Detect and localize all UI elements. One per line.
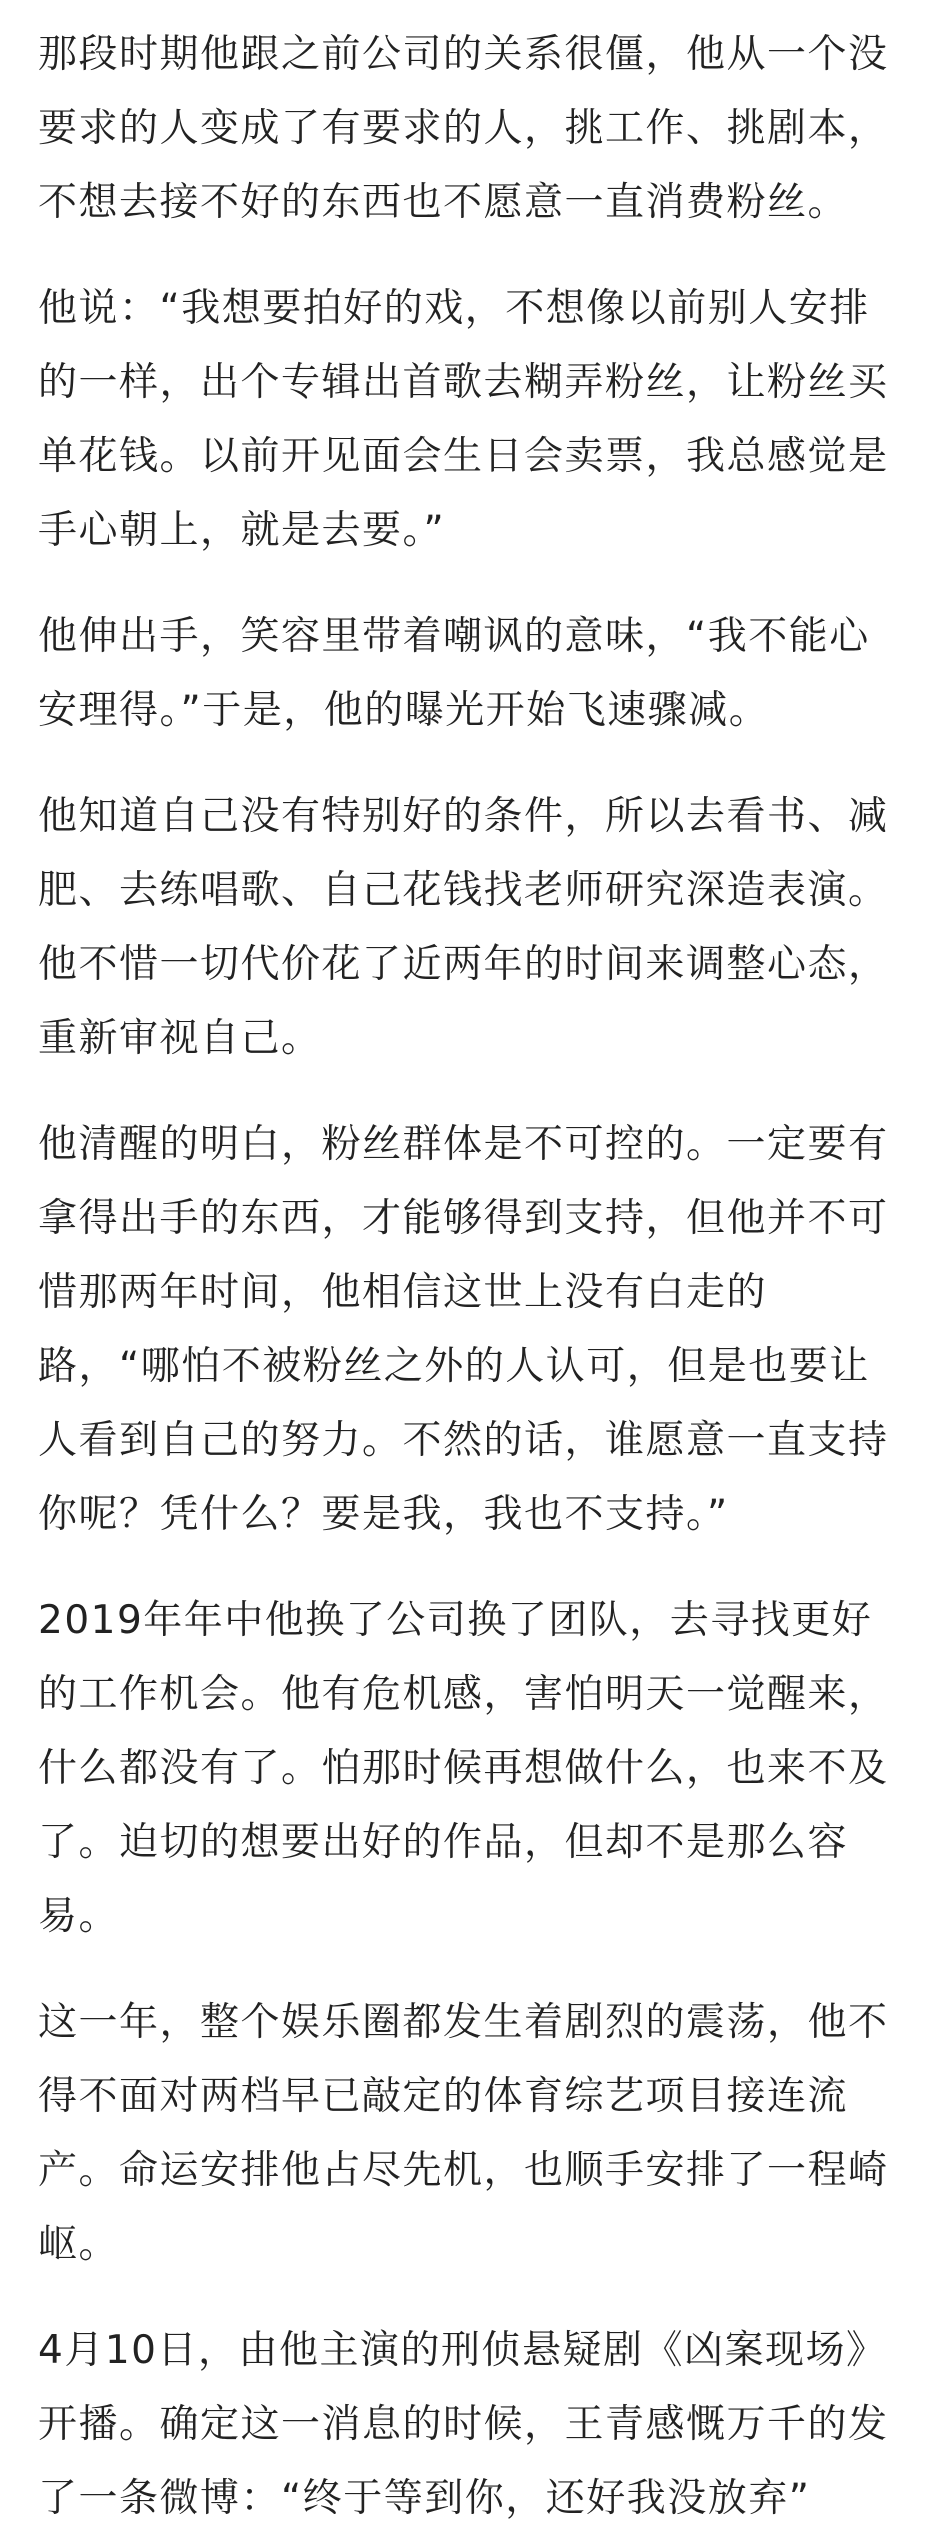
paragraph-1: 那段时期他跟之前公司的关系很僵，他从一个没要求的人变成了有要求的人，挑工作、挑剧本，不想去接不好的东西也不愿意一直消费粉丝。 bbox=[38, 32, 889, 225]
paragraph-6: 2019年年中他换了公司换了团队，去寻找更好的工作机会。他有危机感，害怕明天一觉醒来，什么都没有了。怕那时候再想做什么，也来不及了。迫切的想要出好的作品，但却不是那么容易。 bbox=[38, 1598, 889, 1939]
paragraph-7: 这一年，整个娱乐圈都发生着剧烈的震荡，他不得不面对两档早已敲定的体育综艺项目接连流产。命运安排他占尽先机，也顺手安排了一程崎岖。 bbox=[38, 2000, 889, 2267]
paragraph-5: 他清醒的明白，粉丝群体是不可控的。一定要有拿得出手的东西，才能够得到支持，但他并不可惜那两年时间，他相信这世上没有白走的路，“哪怕不被粉丝之外的人认可，但是也要让人看到自己的努力。不然的话，谁愿意一直支持你呢？凭什么？要是我，我也不支持。” bbox=[38, 1122, 889, 1537]
paragraph-2: 他说：“我想要拍好的戏，不想像以前别人安排的一样，出个专辑出首歌去糊弄粉丝，让粉丝买单花钱。以前开见面会生日会卖票，我总感觉是手心朝上，就是去要。” bbox=[38, 286, 889, 553]
article-body bbox=[38, 18, 910, 2536]
paragraph-4: 他知道自己没有特别好的条件，所以去看书、减肥、去练唱歌、自己花钱找老师研究深造表演。他不惜一切代价花了近两年的时间来调整心态，重新审视自己。 bbox=[38, 794, 889, 1061]
paragraph-3: 他伸出手，笑容里带着嘲讽的意味，“我不能心安理得。”于是，他的曝光开始飞速骤减。 bbox=[38, 614, 870, 733]
paragraph-8: 4月10日，由他主演的刑侦悬疑剧《凶案现场》开播。确定这一消息的时候，王青感慨万千的发了一条微博：“终于等到你，还好我没放弃” bbox=[38, 2328, 889, 2521]
